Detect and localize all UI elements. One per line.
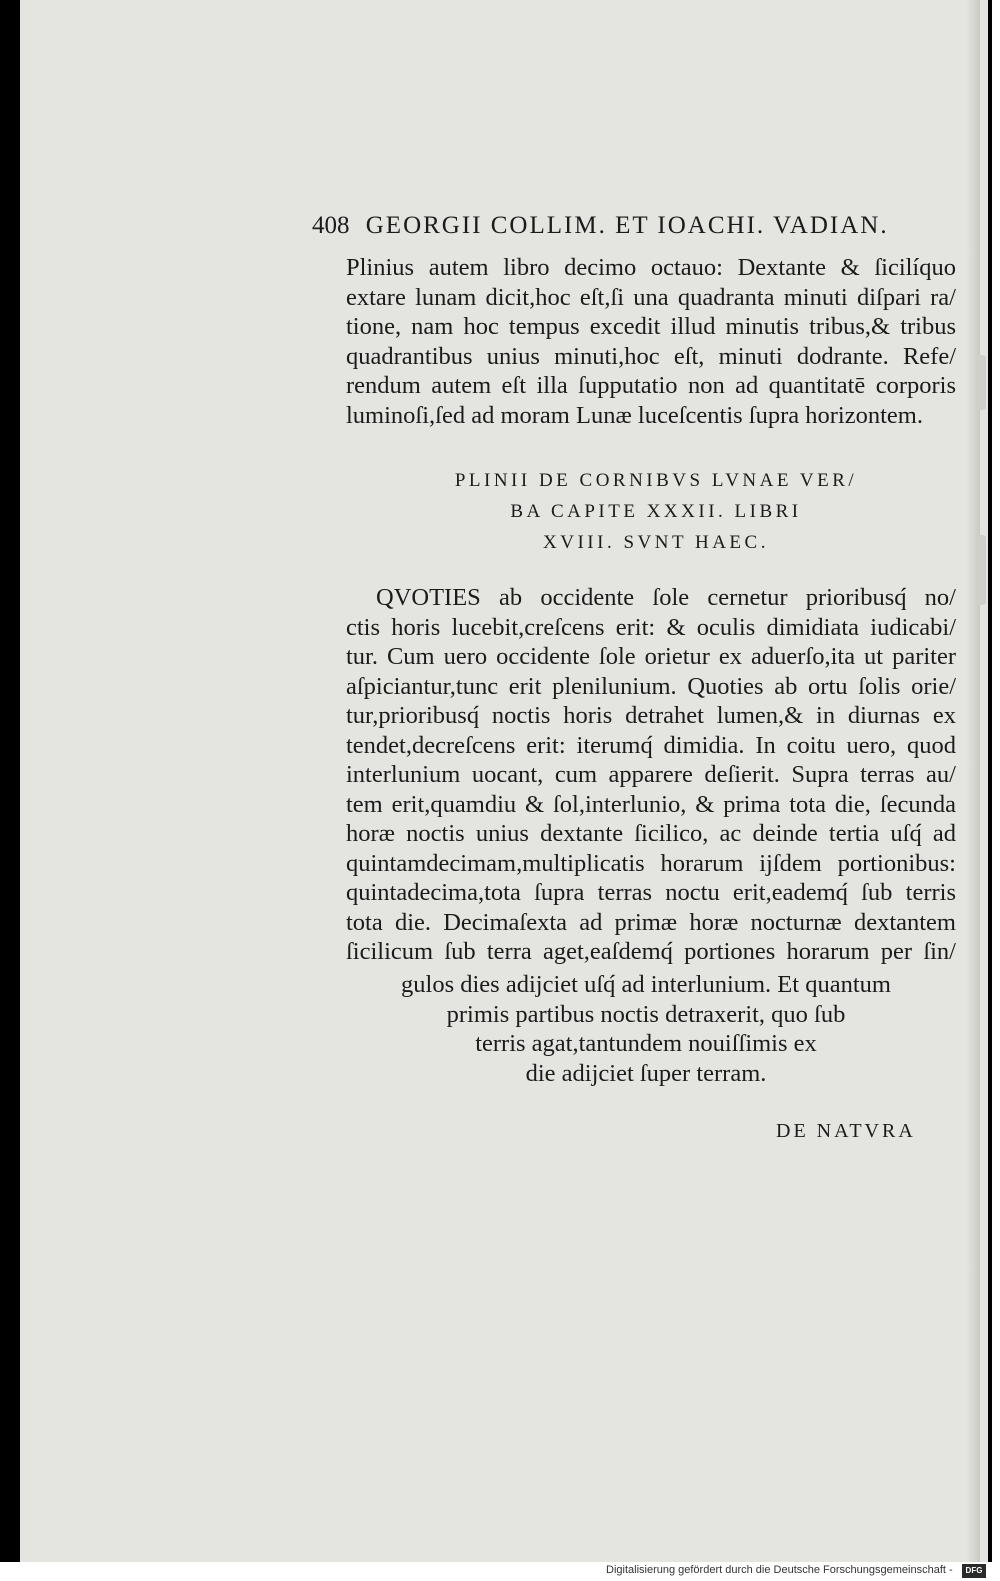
page-edge-tab: [976, 535, 986, 605]
text-line: ctis horis lucebit,creſcens erit: & oculis dimidiata iudicabi/: [346, 613, 956, 641]
text-line: luminoſi,ſed ad moram Lunæ luceſcentis ſupra horizontem.: [346, 401, 923, 429]
paragraph-2-tail: [346, 970, 946, 1088]
digitization-credit: Digitalisierung gefördert durch die Deutsche Forschungsgemeinschaft -: [606, 1564, 953, 1576]
running-head: [312, 212, 972, 240]
text-line: quintamdecimam,multiplicatis horarum ijſdem portionibus:: [346, 849, 956, 877]
text-line: tione, nam hoc tempus excedit illud minutis tribus,& tribus: [346, 313, 956, 340]
text-line: Plinius autem libro decimo octauo: Dextante & ſicilíquo: [346, 254, 956, 281]
text-line: QVOTIES ab occidente ſole cernetur prioribusq́ no/: [376, 584, 956, 611]
text-line: aſpiciantur,tunc erit plenilunium. Quoties ab ortu ſolis orie/: [346, 672, 956, 700]
text-line: horæ noctis unius dextante ſicilico, ac deinde tertia uſq́ ad: [346, 820, 956, 847]
text-line: ſicilicum ſub terra aget,eaſdemq́ portiones horarum per ſin/: [346, 938, 956, 965]
text-line: interlunium uocant, cum apparere deſierit. Supra terras au/: [346, 761, 956, 788]
text-line: tota die. Decimaſexta ad primæ horæ nocturnæ dextantem: [346, 908, 956, 936]
text-line: tur. Cum uero occidente ſole orietur ex aduerſo,ita ut pariter: [346, 643, 956, 670]
heading-line: XVIII. SVNT HAEC.: [543, 532, 769, 553]
text-line: primis partibus noctis detraxerit, quo ſub: [446, 1000, 846, 1028]
text-line: gulos dies adijciet uſq́ ad interlunium. Et quantum: [401, 971, 891, 998]
text-line: terris agat,tantundem nouiſſimis ex: [475, 1030, 817, 1057]
page-number: 408: [312, 212, 350, 239]
paragraph-1: [346, 253, 956, 430]
text-line: rendum autem eſt illa ſupputatio non ad quantitatē corporis: [346, 372, 956, 399]
page-edge-tab: [976, 355, 986, 410]
heading-line: BA CAPITE XXXII. LIBRI: [510, 501, 802, 522]
section-heading: [396, 465, 916, 558]
text-line: tendet,decreſcens erit: iterumq́ dimidia. In coitu uero, quod: [346, 731, 956, 759]
text-line: die adijciet ſuper terram.: [525, 1059, 767, 1087]
running-head-title: GEORGII COLLIM. ET IOACHI. VADIAN.: [365, 212, 889, 239]
text-line: quadrantibus unius minuti,hoc eſt, minuti dodrante. Refe/: [346, 342, 956, 370]
text-line: tem erit,quamdiu & ſol,interlunio, & prima tota die, ſecunda: [346, 790, 956, 818]
text-line: tur,prioribusq́ noctis horis detrahet lumen,& in diurnas ex: [346, 702, 956, 729]
heading-line: PLINII DE CORNIBVS LVNAE VER/: [454, 470, 858, 491]
paragraph-2: [346, 583, 956, 967]
text-line: quintadecima,tota ſupra terras noctu erit,eademq́ ſub terris: [346, 879, 956, 906]
text-line: extare lunam dicit,hoc eſt,ſi una quadranta minuti diſpari ra/: [346, 283, 956, 311]
dfg-logo: DFG: [962, 1564, 986, 1578]
catchword: DE NATVRA: [776, 1120, 916, 1142]
